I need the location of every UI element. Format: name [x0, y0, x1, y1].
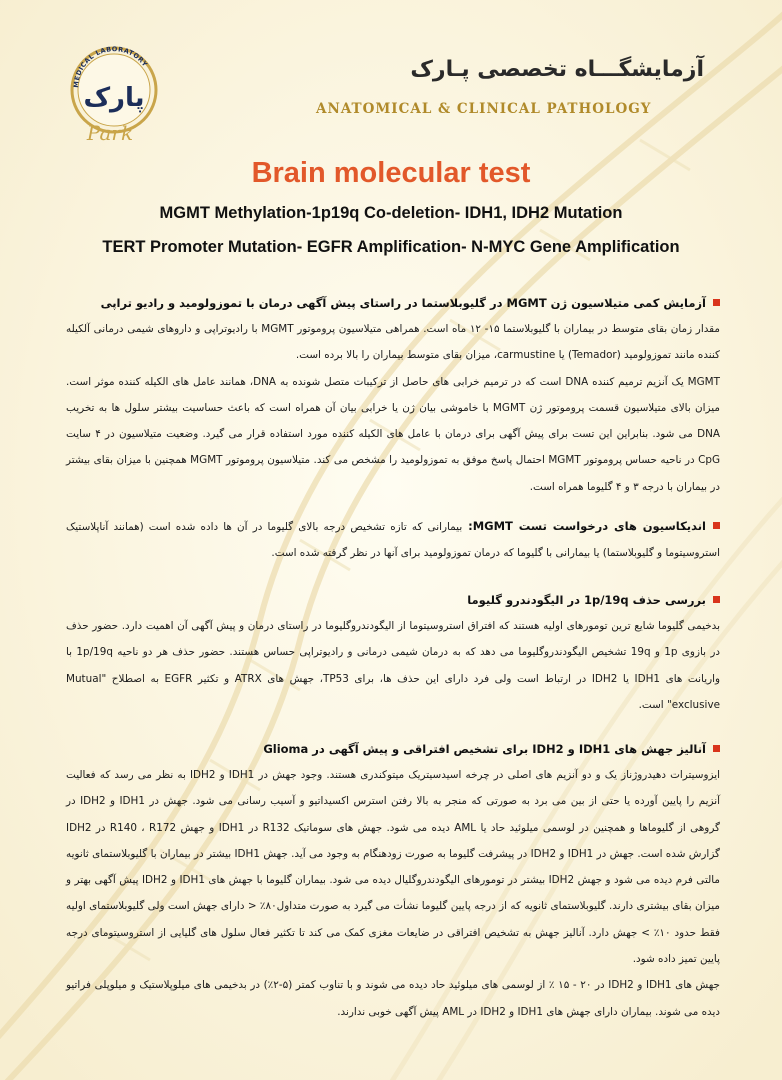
logo-fa-text: پارک — [83, 83, 145, 113]
logo-ring-text: MEDICAL LABORATORY — [72, 45, 150, 89]
lab-logo — [58, 32, 166, 150]
section-paragraph: جهش های IDH1 و IDH2 در ۲۰ - ۱۵ ٪ از لوسمی های میلوئید حاد دیده می شوند و با تناوب کمتر (۵-۲٪) در بدخیمی های میلوپلاستیک و میلوپلی فراتیو دیده می شوند. بیماران دارای جهش های IDH1 و IDH2 در AML پیش آگهی خوبی ندارند. — [66, 979, 720, 1018]
section-paragraph: بیمارانی که تازه تشخیص درجه بالای گلیوما در آن ها داده شده است (همانند آناپلاستیک استروسیتوما و گلیوبلاستما) یا بیمارانی با گلیوما که درمان تموزولومید برای آنها در نظر گرفته شده است. — [66, 521, 720, 560]
section-heading: آزمایش کمی متیلاسیون ژن MGMT در گلیوبلاستما در راستای پیش آگهی درمان با تموزولومید و رادیو تراپی — [66, 293, 720, 313]
logo-script-text: Park — [86, 121, 134, 145]
section-mgmt-methylation — [66, 293, 720, 500]
lab-name-fa: آزمایشگـــاه تخصصی پـارک — [410, 57, 704, 82]
page-title: Brain molecular test — [251, 157, 531, 189]
section-heading: بررسی حذف 1p/19q در الیگودندرو گلیوما — [66, 590, 720, 610]
subtitle-line-1: MGMT Methylation-1p19q Co-deletion- IDH1, IDH2 Mutation — [159, 204, 623, 222]
lab-name-en: ANATOMICAL & CLINICAL PATHOLOGY — [316, 101, 652, 117]
bullet-icon — [713, 522, 720, 529]
section-1p19q-deletion — [66, 590, 720, 718]
bullet-icon — [713, 596, 720, 603]
section-heading: آنالیز جهش های IDH1 و IDH2 برای تشخیص افتراقی و پیش آگهی در Glioma — [66, 739, 720, 759]
section-paragraph: بدخیمی گلیوما شایع ترین تومورهای اولیه هستند که افتراق استروسیتوما از الیگودندروگلیوما در راستای درمان و پیش آگهی آن اهمیت دارد. حضور حذف در بازوی 1p و 19q تشخیص الیگودندروگلیوما می دهد که به درمان شیمی درمانی و رادیوتراپی حساس هستند. حضور حذف هر دو ناحیه 1p/19q با واریانت های IDH1 یا IDH2 در ارتباط است ولی فرد دارای این حذف ها، برای TP53، جهش های ATRX و تکثیر EGFR به اصطلاح "Mutual exclusive" است. — [66, 620, 721, 711]
section-mgmt-indications — [66, 514, 720, 567]
section-paragraph: مقدار زمان بقای متوسط در بیماران با گلیوبلاستما ۱۵- ۱۲ ماه است. همراهی متیلاسیون پروموتور MGMT با رادیوتراپی و داروهای شیمی درمانی آلکیله کننده مانند تموزولومید (Temador) یا carmustine، میزان بقای متوسط بیماران را بالا برده است. — [66, 323, 720, 362]
section-heading: اندیکاسیون های درخواست تست MGMT: — [462, 519, 720, 533]
bullet-icon — [713, 745, 720, 752]
section-paragraph: ایزوسیترات دهیدروژناز یک و دو آنزیم های اصلی در چرخه اسیدسیتریک میتوکندری هستند. وجود جهش در IDH1 و IDH2 به نظر می رسد که فعالیت آنزیم را پایین آورده یا حتی از بین می برد به صورتی که منجر به بالا رفتن استرس اکسیداتیو و آسیب رسانی می شود. جهش در IDH1 و IDH2 در گروهی از گلیوماها و همچنین در لوسمی میلوئید حاد یا AML دیده می شود. جهش های سوماتیک R132 در IDH1 و جهش R140 ، R172 در IDH2 گزارش شده است. جهش در IDH1 و IDH2 در پیشرفت گلیوما به صورت زودهنگام به وجود می آید. جهش IDH1 بیشتر در بیماران با گلیوبلاستمای ثانویه مالتی فرم دیده می شود و جهش IDH2 بیشتر در تومورهای الیگودندروگلیال دیده می شود. بیماران گلیوما با جهش های IDH1 و IDH2 پیش آگهی بهتر و میزان بقای بیشتری دارند. گلیوبلاستمای ثانویه که از درجه پایین گلیوما نشأت می گیرد به صورت متداول۸۰٪ < دارای جهش است ولی گلیوبلاستمای اولیه فقط حدود ۱۰٪ > جهش دارد. آنالیز جهش به تشخیص افتراقی در ضایعات مغزی کمک می کند تا تکثیر فعال سلول های گلیایی از استروسیتومای درجه پایین تمیز داده شود. — [66, 769, 721, 966]
section-idh-mutations — [66, 739, 720, 1025]
bullet-icon — [713, 299, 720, 306]
subtitle-line-2: TERT Promoter Mutation- EGFR Amplification- N-MYC Gene Amplification — [102, 238, 680, 256]
section-paragraph: MGMT یک آنزیم ترمیم کننده DNA است که در ترمیم خرابی های حاصل از ترکیبات متصل شونده به DNA، همانند عامل های الکیله کننده موثر است. میزان بالای متیلاسیون قسمت پروموتور ژن MGMT با خاموشی بیان ژن یا خرابی بیان آن همراه است که باعث حساسیت بیشتر سلول ها به تخریب DNA می شود. بنابراین این تست برای پیش آگهی برای درمان با عامل های الکیله کننده مورد استفاده قرار می گیرد. وضعیت متیلاسیون در ۴ سایت CpG در ناحیه حساس پروموتور MGMT احتمال پاسخ موفق به تموزولومید را مشخص می کند. متیلاسیون پروموتور MGMT همچنین با میزان بقای بیشتر در بیماران با درجه ۳ و ۴ گلیوما همراه است. — [66, 375, 720, 493]
